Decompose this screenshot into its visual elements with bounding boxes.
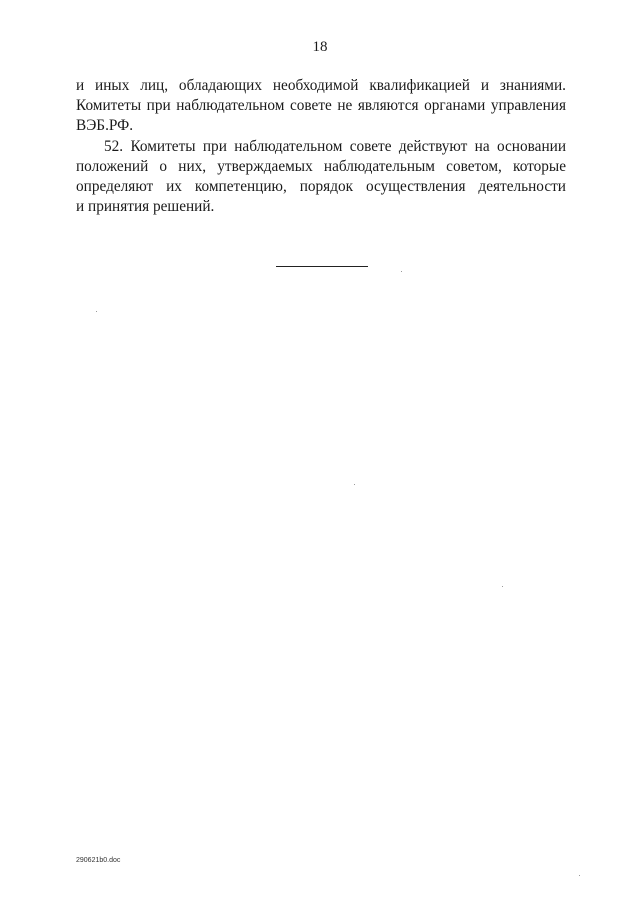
text-line: и принятия решений. (76, 198, 215, 215)
scan-speck (354, 484, 355, 485)
paragraph-continuation (76, 76, 566, 136)
document-code: 290621b0.doc (76, 857, 121, 864)
text-line: 52. Комитеты при наблюдательном совете действуют на основании (104, 138, 566, 155)
text-line: и иных лиц, обладающих необходимой квалификацией и знаниями. (76, 77, 566, 94)
end-divider (276, 266, 368, 267)
paragraph-52 (76, 137, 566, 217)
text-line: определяют их компетенцию, порядок осуществления деятельности (76, 178, 566, 195)
text-line: положений о них, утверждаемых наблюдательным советом, которые (76, 158, 566, 175)
page-number: 18 (312, 39, 328, 55)
scan-speck (96, 311, 97, 312)
text-line: Комитеты при наблюдательном совете не являются органами управления (76, 97, 566, 114)
scan-speck (502, 586, 503, 587)
scan-speck (401, 271, 402, 272)
text-line: ВЭБ.РФ. (76, 117, 134, 134)
scan-speck (579, 875, 580, 876)
